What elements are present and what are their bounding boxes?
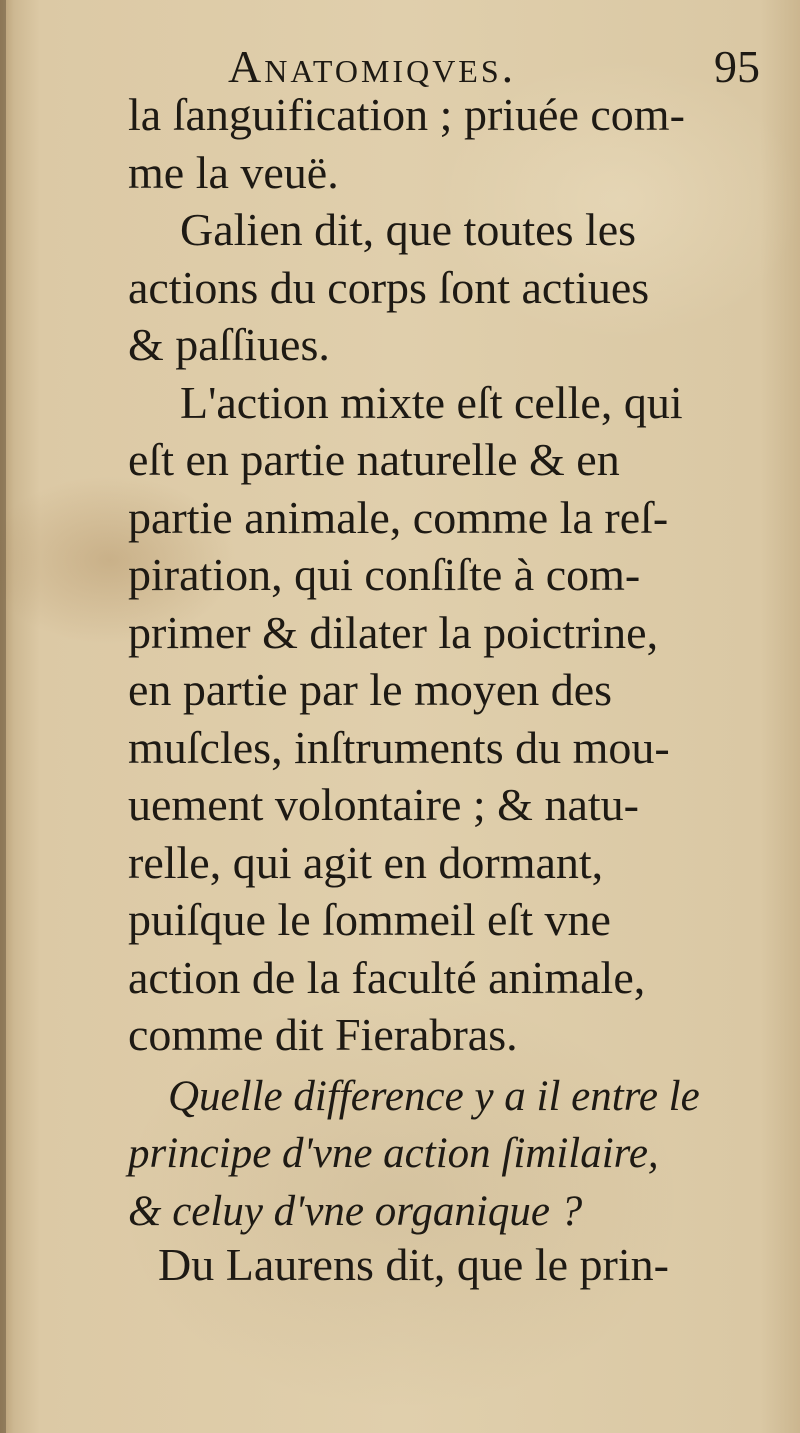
text-line: me la veuë. — [128, 146, 339, 198]
text-line: uement volontaire ; & natu- — [128, 779, 639, 830]
text-line: eſt en partie naturelle & en — [128, 434, 620, 485]
text-line: actions du corps ſont actiues — [128, 261, 650, 313]
text-line: muſcles, inſtruments du mou- — [128, 721, 670, 773]
running-title: Anatomiqves. — [228, 41, 517, 92]
text-line: relle, qui agit en dormant, — [128, 836, 604, 888]
text-line: Du Laurens dit, que le prin- — [158, 1239, 669, 1290]
text-line: action de la faculté animale, — [128, 951, 646, 1003]
text-line: partie animale, comme la reſ- — [128, 491, 669, 543]
text-line: Galien dit, que toutes les — [180, 204, 637, 255]
question-line: & celuy d'vne organique ? — [128, 1187, 583, 1235]
text-line: comme dit Fierabras. — [128, 1009, 518, 1060]
text-line: la ſanguification ; priuée com- — [128, 89, 685, 140]
question-line: Quelle difference y a il entre le — [168, 1072, 700, 1120]
binding-edge — [0, 0, 6, 1433]
text-line: en partie par le moyen des — [128, 664, 613, 715]
text-line: primer & dilater la poictrine, — [128, 606, 659, 658]
text-line: L'action mixte eſt celle, qui — [180, 376, 683, 428]
body-text — [128, 86, 728, 1294]
text-line: puiſque le ſommeil eſt vne — [128, 894, 611, 945]
text-line: & paſſiues. — [128, 319, 330, 370]
text-line: piration, qui conſiſte à com- — [128, 549, 641, 600]
question-line: principe d'vne action ſimilaire, — [128, 1130, 659, 1177]
page-number: 95 — [714, 41, 760, 92]
